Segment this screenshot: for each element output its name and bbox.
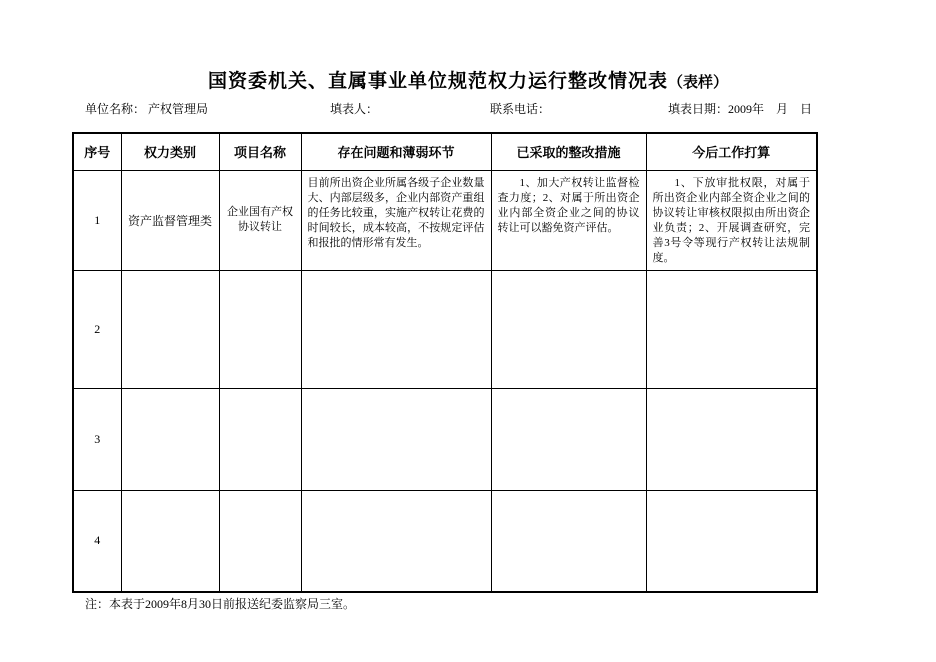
cell-power-category [121,388,219,490]
cell-power-category [121,490,219,592]
cell-no: 1 [73,170,121,270]
cell-measures [491,490,646,592]
table-row [73,270,817,388]
column-header-no: 序号 [73,133,121,170]
cell-measures: 1、加大产权转让监督检查力度；2、对属于所出资企业内部全资企业之间的协议转让可以豁免资产评估。 [491,170,646,270]
cell-no: 3 [73,388,121,490]
cell-power-category: 资产监督管理类 [121,170,219,270]
column-header-plans: 今后工作打算 [646,133,817,170]
cell-problems [301,490,491,592]
unit-name-value: 产权管理局 [148,102,209,116]
cell-power-category [121,270,219,388]
cell-no: 4 [73,490,121,592]
rectification-table [72,132,818,593]
fill-date-field [668,102,848,117]
page-title-main: 国资委机关、直属事业单位规范权力运行整改情况表 [207,71,668,92]
cell-plans [646,270,817,388]
cell-project-name [219,388,301,490]
unit-name-field [85,102,209,117]
page-title [0,66,936,93]
column-header-project-name: 项目名称 [219,133,301,170]
contact-phone-label: 联系电话： [490,102,551,116]
fill-date-label: 填表日期：2009年 月 日 [668,102,813,116]
table-row [73,170,817,270]
cell-measures [491,270,646,388]
form-filler-field [330,102,378,117]
table-row [73,388,817,490]
table-row [73,490,817,592]
column-header-measures: 已采取的整改措施 [491,133,646,170]
cell-measures [491,388,646,490]
cell-project-name: 企业国有产权协议转让 [219,170,301,270]
cell-problems [301,388,491,490]
cell-plans: 1、下放审批权限，对属于所出资企业内部全资企业之间的协议转让审核权限拟由所出资企业负责；2、开展调查研究，完善3号令等现行产权转让法规制度。 [646,170,817,270]
table-header-row [73,133,817,170]
column-header-power-category: 权力类别 [121,133,219,170]
cell-problems [301,270,491,388]
contact-phone-field [490,102,550,117]
cell-plans [646,490,817,592]
unit-name-label: 单位名称： [85,102,146,116]
cell-project-name [219,490,301,592]
footnote: 注：本表于2009年8月30日前报送纪委监察局三室。 [85,597,356,611]
cell-project-name [219,270,301,388]
form-filler-label: 填表人： [330,102,379,116]
cell-plans [646,388,817,490]
cell-no: 2 [73,270,121,388]
cell-problems: 目前所出资企业所属各级子企业数量大、内部层级多，企业内部资产重组的任务比较重，实施产权转让花费的时间较长，成本较高，不按规定评估和报批的情形常有发生。 [301,170,491,270]
column-header-problems: 存在问题和薄弱环节 [301,133,491,170]
page-title-suffix: （表样） [668,75,729,91]
